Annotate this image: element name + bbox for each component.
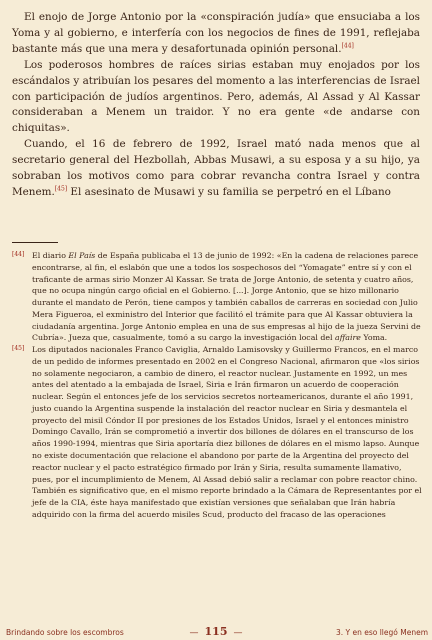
footnote-text: Yoma.	[360, 333, 388, 343]
footnote-ref-45[interactable]: [45]	[54, 185, 68, 193]
footnote-ref-44[interactable]: [44]	[341, 42, 354, 50]
book-title: Brindando sobre los escombros	[6, 628, 124, 637]
footnote-number: [44]	[12, 251, 25, 258]
footnote-italic-text: affaire	[335, 333, 361, 343]
paragraph-3	[12, 137, 420, 201]
footnote-italic-text: El País	[68, 251, 96, 260]
chapter-title: 3. Y en eso llegó Menem	[335, 628, 428, 637]
paragraph-1	[12, 10, 420, 58]
paragraph-2	[12, 58, 420, 138]
paragraph-3-text-after: El asesinato de Musawi y su familia se perpetró en el Líbano	[67, 185, 391, 198]
footnote-44	[12, 250, 422, 344]
footnote-text: Los diputados nacionales Franco Caviglia, Arnaldo Lamisovsky y Guillermo Francos, en el marco de un pedido de informes presentado en 2002 en el Congreso Nacional, afirmaron que «los sirios no solamente negociaron, a cambio de dinero, el reactor nuclear. Justamente en 1992, un mes antes del atentado a la embajada de Israel, Siria e Irán firmaron un acuerdo de cooperación nuclear. Según el entonces jefe de los servicios secretos norteamericanos, durante el año 1991, justo cuando la Argentina suspende la instalación del reactor nuclear en Siria y desmantela el proyecto del misil Cóndor II por presiones de los Estados Unidos, Israel y el entonces ministro Domingo Cavallo, Irán se comprometió a invertir dos billones de dólares en el transcurso de los años 1990-1994, mientras que Siria aportaría diez billones de dólares en el mismo lapso. Aunque no existe documentación que relacione el abandono por parte de la Argentina del proyecto del reactor nuclear y el pacto estratégico firmado por Irán y Siria, resulta sumamente llamativo, pues, por el incumplimiento de Menem, Al Assad debió salir a reclamar con pobre reactor chino. También es significativo que, en el mismo reporte brindado a la Cámara de Representantes por el jefe de la CIA, éste haya manifestado que existían versiones que señalaban que Irán habría adquirido con la firma del acuerdo misiles Scud, producto del fracaso de las operaciones	[32, 345, 422, 519]
page-footer	[0, 624, 432, 640]
paragraph-1-text: El enojo de Jorge Antonio por la «conspiración judía» que ensuciaba a los Yoma y al gobierno, e interfería con los negocios de fines de 1991, reflejaba bastante más que una mera y desafortunada opinión personal.	[12, 11, 420, 55]
dash-right: —	[233, 628, 243, 638]
page-number-block	[162, 625, 270, 638]
footnote-45	[12, 344, 422, 520]
footnote-divider	[12, 242, 58, 243]
footnote-number: [45]	[12, 345, 25, 353]
main-text	[12, 10, 420, 201]
footnote-text: El diario	[32, 251, 69, 260]
page-number: 115	[204, 625, 228, 638]
footnotes	[12, 250, 422, 521]
paragraph-2-text: Los poderosos hombres de raíces sirias estaban muy enojados por los escándalos y atribuían los pesares del momento a las interferencias de Israel con participación de judíos argentinos. Pero, además, Al Assad y Al Kassar consideraban a Menem un traidor. Y no era gente «de andarse con chiquitas».	[12, 58, 420, 135]
footnote-text: de España publicaba el 13 de junio de 1992: «En la cadena de relaciones parece encontrarse, al fin, el eslabón que une a todos los sospechosos del “Yomagate” entre sí y con el traficante de armas sirio Monzer Al Kassar. Se trata de Jorge Antonio, de setenta y cuatro años, que no ocupa ningún cargo oficial en el Gobierno. [...]. Jorge Antonio, que se hizo millonario durante el mandato de Perón, tiene campos y también caballos de carreras en sociedad con Julio Mera Figueroa, el exministro del Interior que facilitó el trámite para que Al Kassar obtuviera la ciudadanía argentina. Jorge Antonio emplea en una de sus empresas al hijo de la jueza Servini de Cubría». Jueza que, casualmente, tomó a su cargo la investigación local del	[32, 251, 421, 343]
paragraph-3-text-before: Cuando, el 16 de febrero de 1992, Israel mató nada menos que al secretario general del Hezbollah, Abbas Musawi, a su esposa y a su hijo, ya sobraban los motivos como para cobrar revancha contra Israel y contra Menem.	[12, 138, 420, 198]
dash-left: —	[189, 628, 199, 638]
